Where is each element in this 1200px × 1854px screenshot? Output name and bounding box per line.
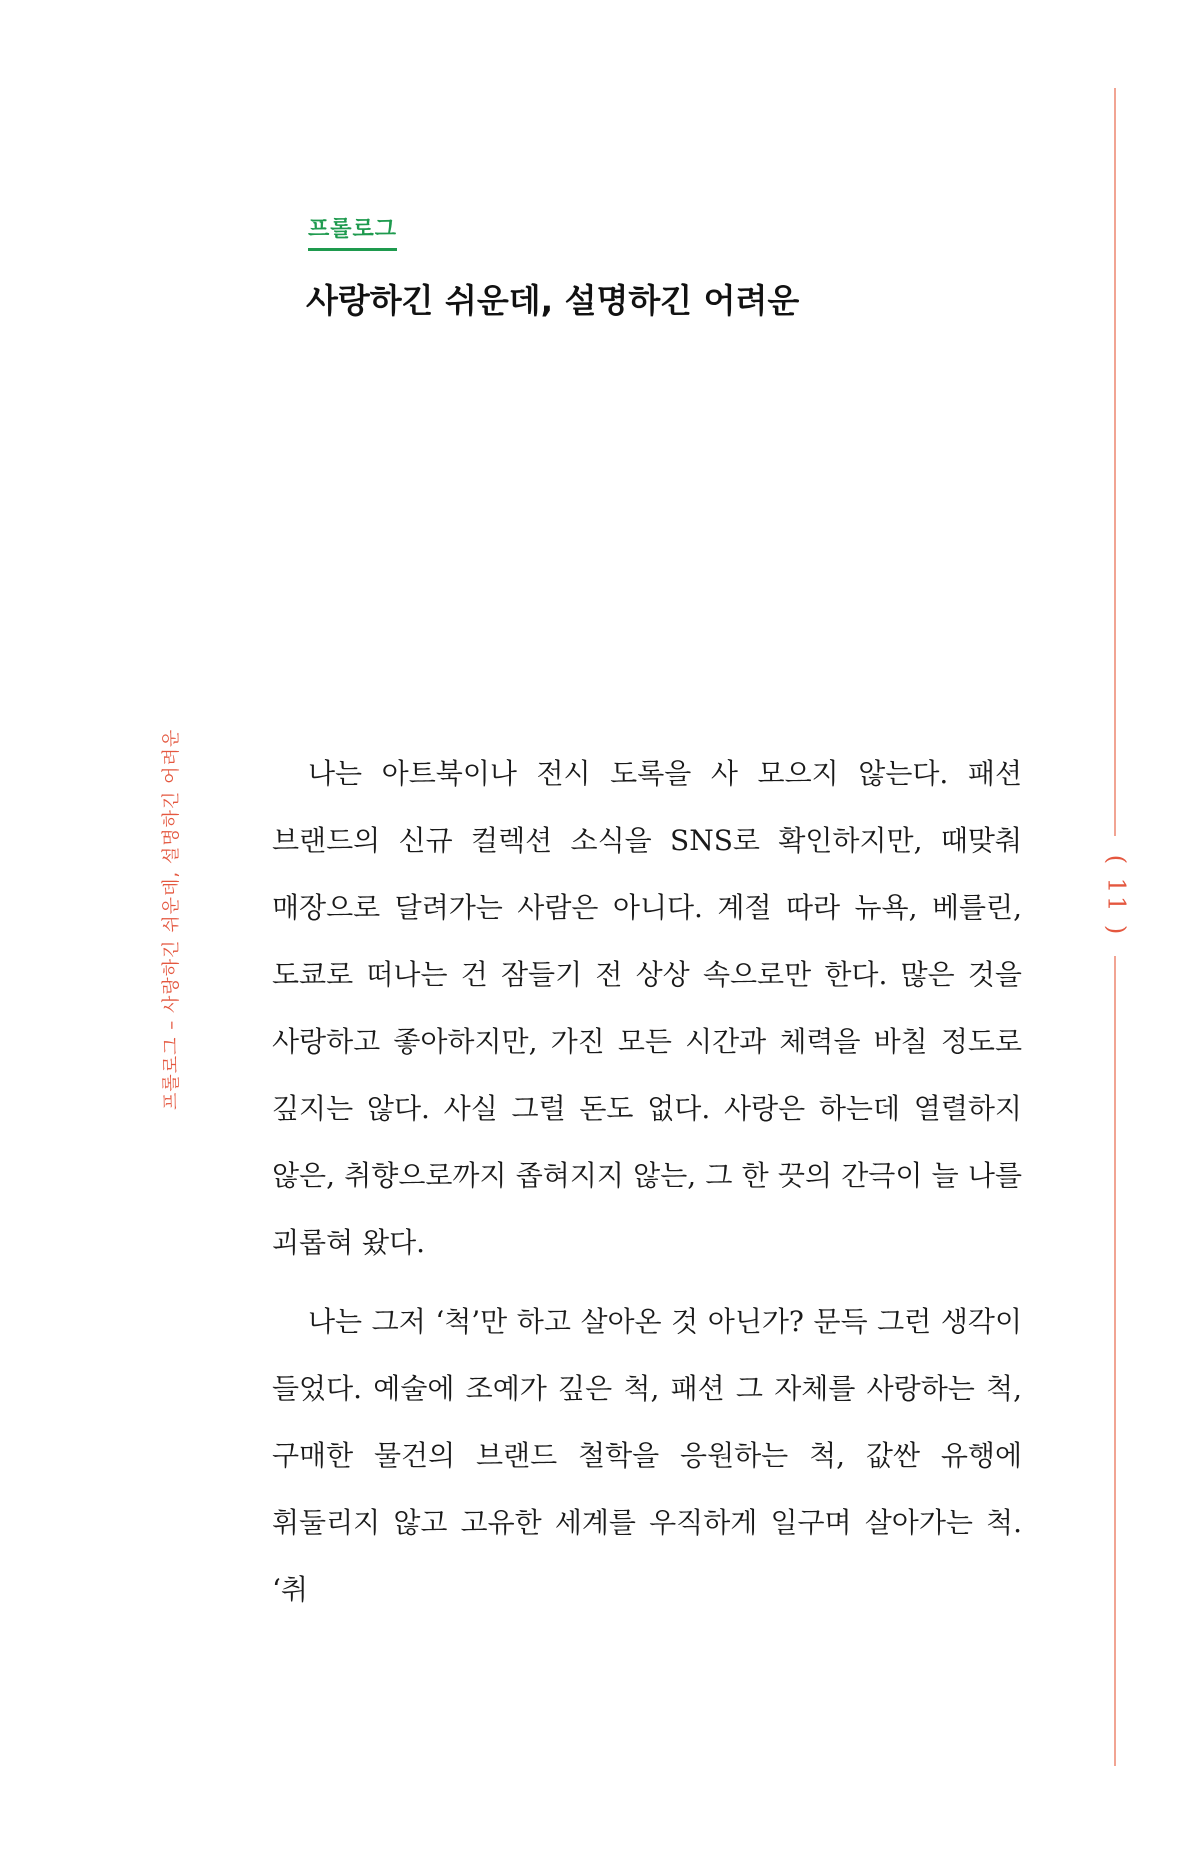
running-head: 프롤로그 – 사랑하긴 쉬운데, 설명하긴 어려운 [161,728,182,1110]
page-number [1094,848,1138,944]
page-number-text: ( 11 ) [1102,854,1130,938]
body-paragraph-2: 나는 그저 ‘척’만 하고 살아온 것 아닌가? 문득 그런 생각이 들었다. 예술에 조예가 깊은 척, 패션 그 자체를 사랑하는 척, 구매한 물건의 브랜드 철학을 응원하는 척, 값싼 유행에 휘둘리지 않고 고유한 세계를 우직하게 일구며 살아가는 척. ‘취 [272,1305,1022,1606]
page-edge-rule-bottom [1114,956,1116,1766]
page-edge-rule-top [1114,88,1116,836]
chapter-title: 사랑하긴 쉬운데, 설명하긴 어려운 [306,281,800,320]
section-label: 프롤로그 [308,216,397,251]
body-text [272,740,1022,1623]
body-paragraph-1: 나는 아트북이나 전시 도록을 사 모으지 않는다. 패션 브랜드의 신규 컬렉션 소식을 SNS로 확인하지만, 때맞춰 매장으로 달려가는 사람은 아니다. 계절 따라 뉴욕, 베를린, 도쿄로 떠나는 건 잠들기 전 상상 속으로만 한다. 많은 것을 사랑하고 좋아하지만, 가진 모든 시간과 체력을 바칠 정도로 깊지는 않다. 사실 그럴 돈도 없다. 사랑은 하는데 열렬하지 않은, 취향으로까지 좁혀지지 않는, 그 한 끗의 간극이 늘 나를 괴롭혀 왔다. [272,757,1022,1259]
